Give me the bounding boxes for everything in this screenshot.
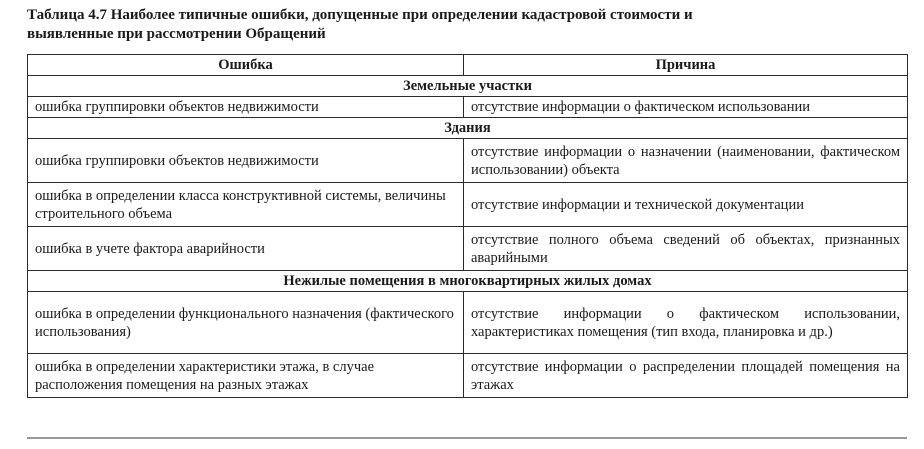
table-caption [27,6,907,44]
error-cell: ошибка в определении класса конструктивной системы, величины строительного объема [28,183,464,227]
caption-line-2: выявленные при рассмотрении Обращений [27,26,326,42]
error-cell: ошибка в определении характеристики этажа, в случае расположения помещения на разных этажах [28,354,464,398]
caption-line-1: Таблица 4.7 Наиболее типичные ошибки, допущенные при определении кадастровой стоимости и [27,7,693,23]
error-cell: ошибка в определении функционального назначения (фактического использования) [28,292,464,354]
section-row [28,118,908,139]
error-cell: ошибка в учете фактора аварийности [28,227,464,271]
cause-cell: отсутствие информации о назначении (наименовании, фактическом использовании) объекта [464,139,908,183]
cause-cell: отсутствие информации о фактическом использовании [464,97,908,118]
table-row [28,292,908,354]
section-row [28,271,908,292]
cause-cell: отсутствие информации и технической документации [464,183,908,227]
table-row [28,139,908,183]
header-cause: Причина [464,55,908,76]
table-row [28,227,908,271]
errors-table [27,54,908,398]
section-title-buildings: Здания [28,118,908,139]
header-row [28,55,908,76]
cause-cell: отсутствие полного объема сведений об объектах, признанных аварийными [464,227,908,271]
table-row [28,183,908,227]
header-error: Ошибка [28,55,464,76]
error-cell: ошибка группировки объектов недвижимости [28,97,464,118]
section-title-premises: Нежилые помещения в многоквартирных жилых домах [28,271,908,292]
section-title-land: Земельные участки [28,76,908,97]
footer-divider [27,437,907,439]
cause-cell: отсутствие информации о фактическом использовании, характеристиках помещения (тип входа, планировка и др.) [464,292,908,354]
section-row [28,76,908,97]
cause-cell: отсутствие информации о распределении площадей помещения на этажах [464,354,908,398]
error-cell: ошибка группировки объектов недвижимости [28,139,464,183]
table-row [28,97,908,118]
table-row [28,354,908,398]
